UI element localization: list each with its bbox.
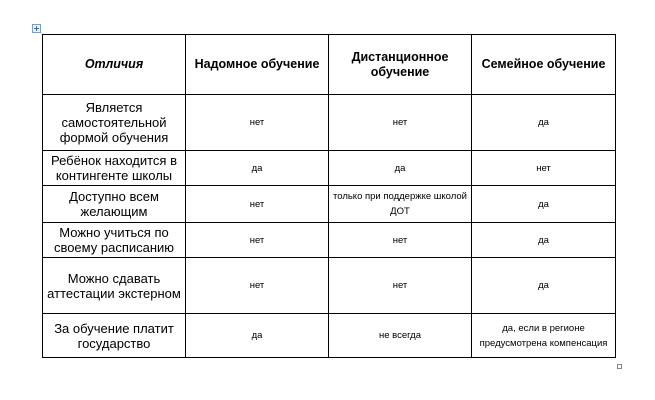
table-row <box>43 151 616 186</box>
row-label: Ребёнок находится в контингенте школы <box>43 151 186 186</box>
cell-home: да <box>186 314 329 358</box>
cell-distance: нет <box>329 223 472 258</box>
cell-family: да <box>472 258 616 314</box>
table-row <box>43 186 616 223</box>
row-label: Доступно всем желающим <box>43 186 186 223</box>
cell-home: нет <box>186 186 329 223</box>
cell-home: нет <box>186 95 329 151</box>
cell-home: да <box>186 151 329 186</box>
header-home-schooling: Надомное обучение <box>186 35 329 95</box>
header-distance-learning: Дистанционное обучение <box>329 35 472 95</box>
comparison-table <box>42 34 616 358</box>
row-label: Можно сдавать аттестации экстерном <box>43 258 186 314</box>
cell-distance: нет <box>329 95 472 151</box>
cell-family: да <box>472 186 616 223</box>
cell-family: нет <box>472 151 616 186</box>
cell-distance: не всегда <box>329 314 472 358</box>
table-row <box>43 258 616 314</box>
row-label: Является самостоятельной формой обучения <box>43 95 186 151</box>
table-row <box>43 223 616 258</box>
cell-home: нет <box>186 258 329 314</box>
header-differences: Отличия <box>43 35 186 95</box>
cell-family: да <box>472 95 616 151</box>
table-resize-handle[interactable] <box>617 364 622 369</box>
row-label: Можно учиться по своему расписанию <box>43 223 186 258</box>
table-row <box>43 95 616 151</box>
cell-distance: да <box>329 151 472 186</box>
header-family-education: Семейное обучение <box>472 35 616 95</box>
cell-family: да, если в регионе предусмотрена компенсация <box>472 314 616 358</box>
row-label: За обучение платит государство <box>43 314 186 358</box>
table-row <box>43 314 616 358</box>
table-move-handle-icon[interactable] <box>32 24 41 33</box>
cell-distance: только при поддержке школой ДОТ <box>329 186 472 223</box>
cell-family: да <box>472 223 616 258</box>
table-header-row <box>43 35 616 95</box>
cell-home: нет <box>186 223 329 258</box>
cell-distance: нет <box>329 258 472 314</box>
